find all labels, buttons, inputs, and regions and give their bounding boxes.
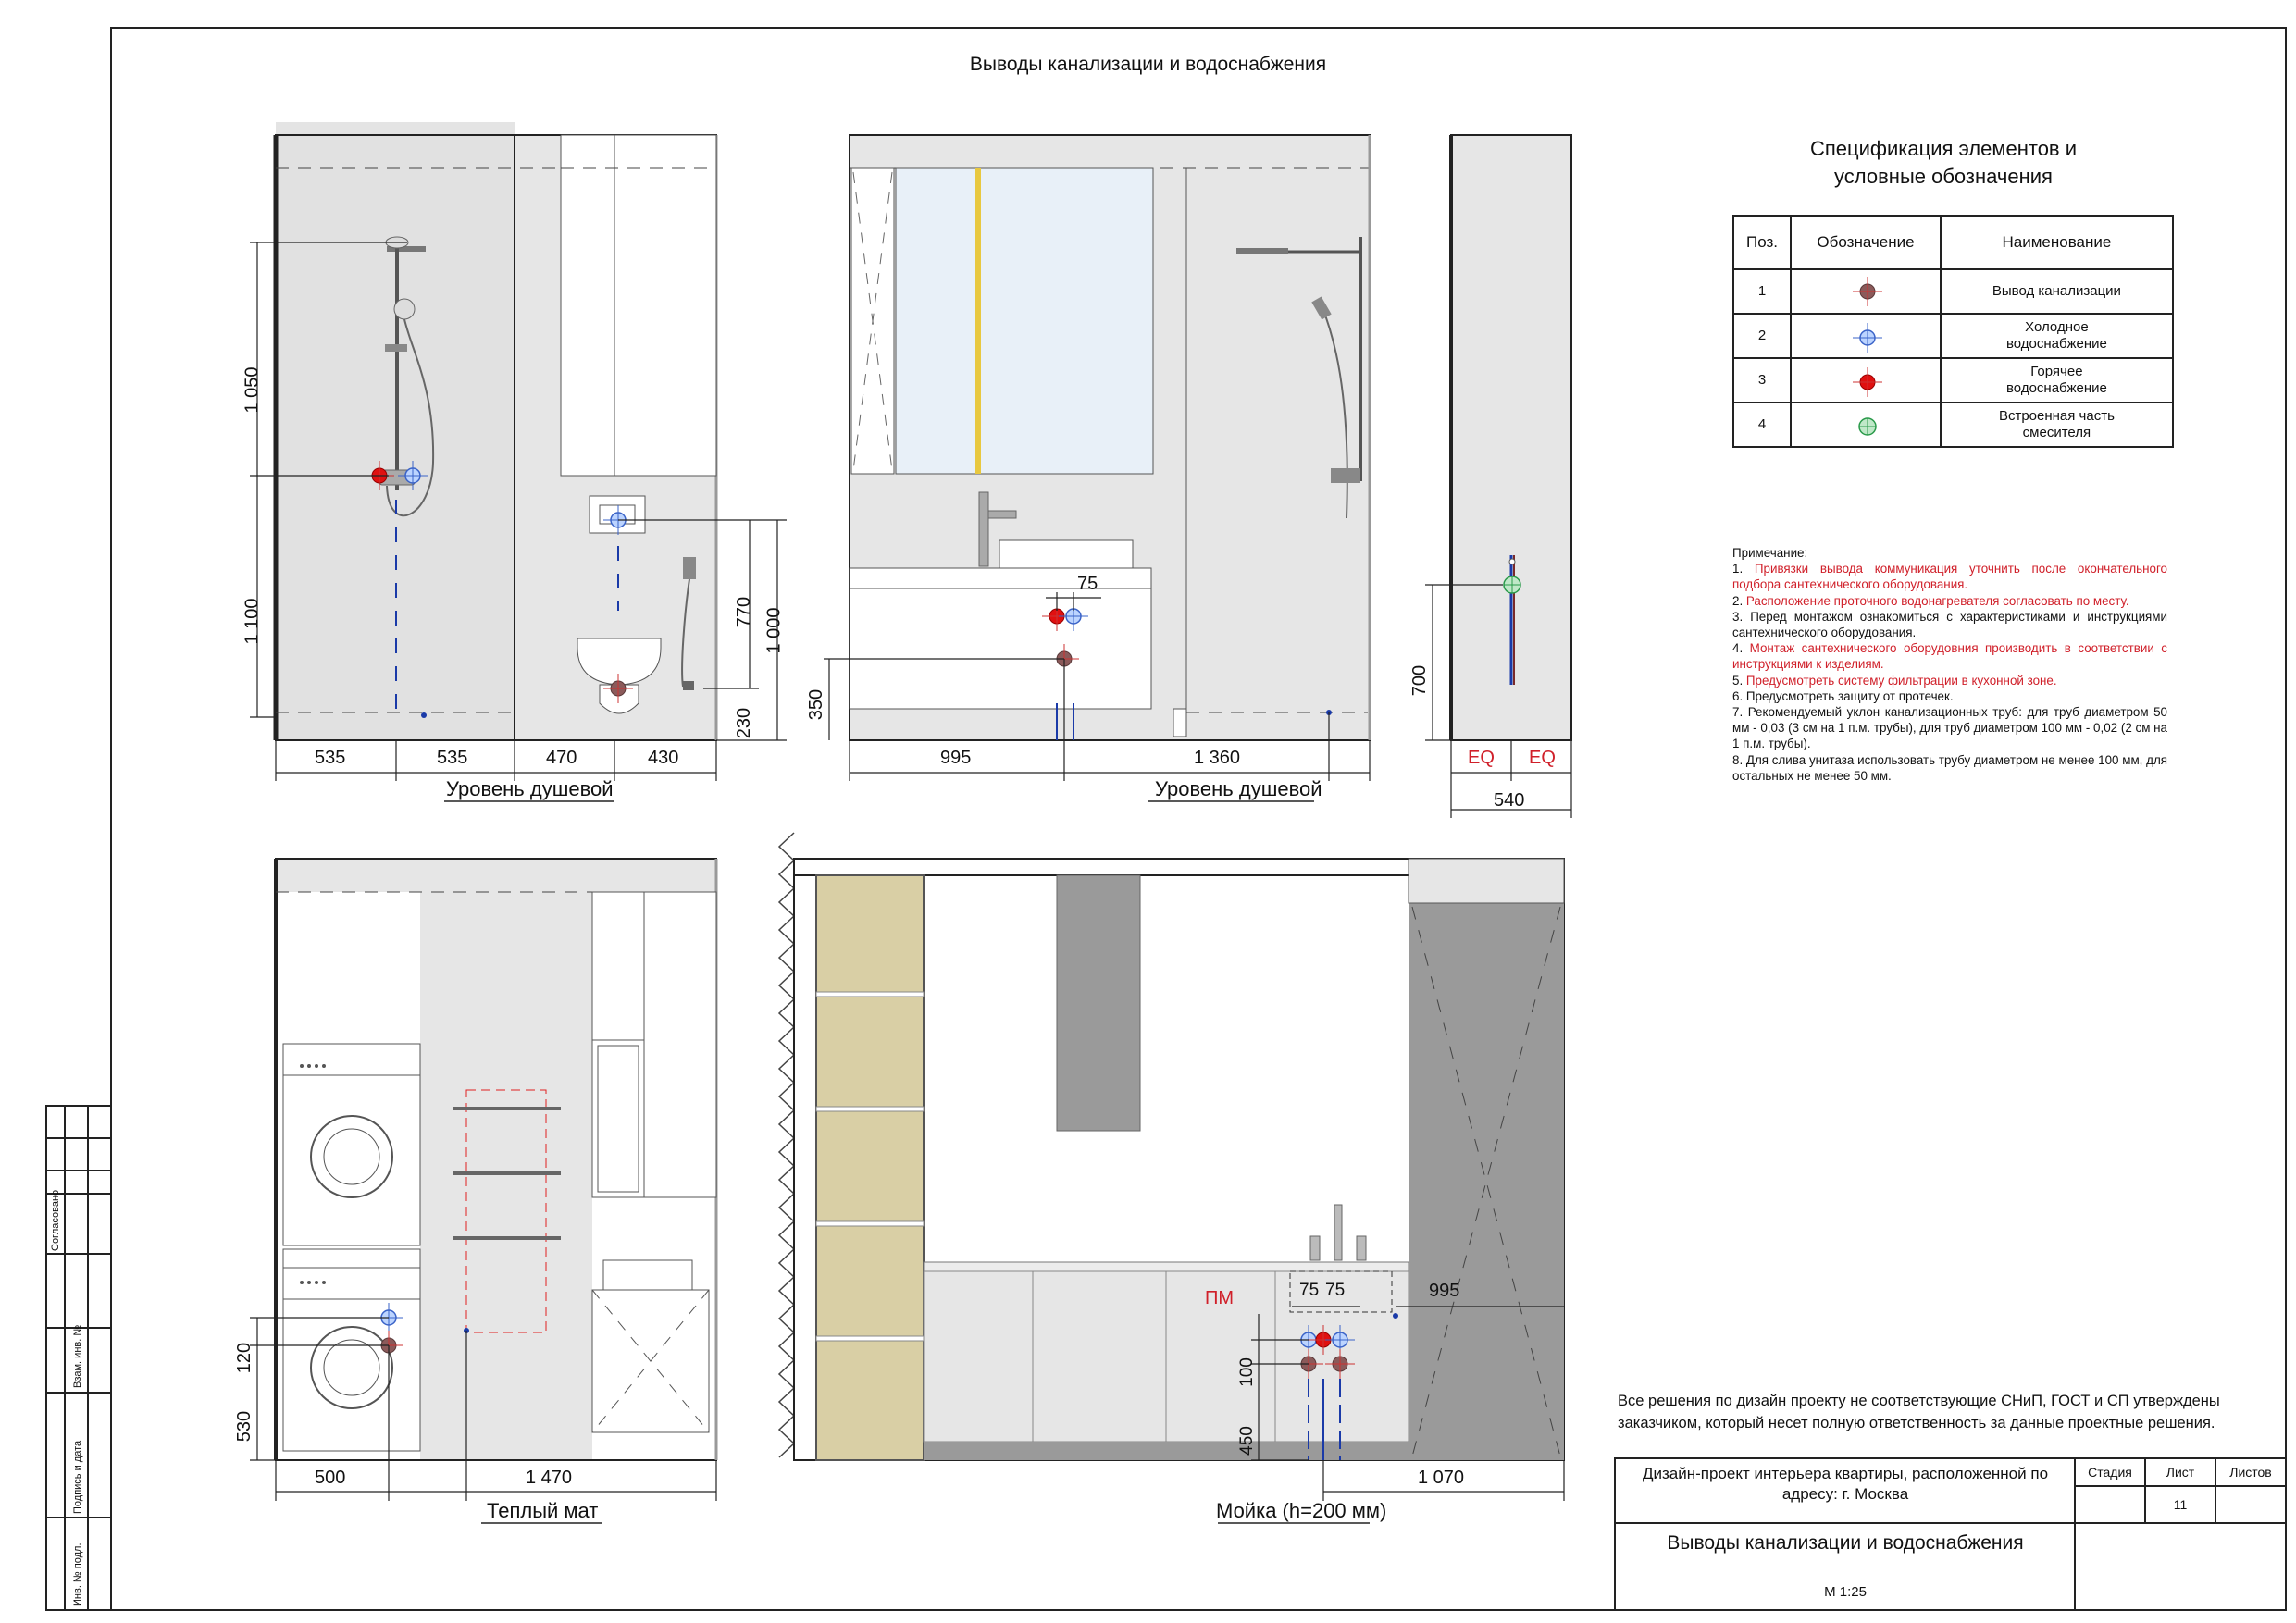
note-text: Предусмотреть защиту от протечек.	[1745, 688, 1954, 703]
note-text: Монтаж сантехнического оборудовния производить в соответствии с инструкциями к изделиям.	[1732, 641, 2167, 672]
note-item	[1732, 752, 2167, 784]
sheet-label: Лист	[2166, 1465, 2195, 1480]
elevation-bath-center	[824, 135, 1370, 801]
spec-title-line2: условные обозначения	[1834, 165, 2053, 188]
dim-label: 995	[1429, 1281, 1460, 1301]
dim-label: 535	[437, 748, 468, 768]
note-num: 3.	[1732, 609, 1751, 624]
dim-label: 500	[315, 1468, 346, 1488]
spec-table	[1732, 215, 2174, 448]
note-num: 2.	[1732, 593, 1746, 608]
dim-label: 470	[546, 748, 577, 768]
dim-label: 100	[1236, 1357, 1257, 1387]
side-label: Инв. № подл.	[72, 1542, 83, 1606]
note-num: 8.	[1732, 752, 1746, 767]
dim-label: 1 070	[1418, 1468, 1465, 1488]
note-num: 4.	[1732, 641, 1750, 656]
note-item	[1732, 673, 2167, 688]
elevation-bath-right	[1425, 135, 1571, 818]
dim-label: 230	[734, 707, 755, 739]
dim-label: 700	[1409, 664, 1431, 697]
sheet-title: Выводы канализации и водоснабжения	[969, 54, 1327, 75]
note-num: 6.	[1732, 688, 1746, 703]
spec-pos: 4	[1733, 403, 1791, 447]
dim-label: 450	[1236, 1426, 1257, 1456]
dim-label: 770	[734, 596, 755, 628]
note-item	[1732, 593, 2167, 609]
sewer-outlet-icon	[1791, 269, 1941, 314]
disclaimer: Все решения по дизайн проекту не соответствующие СНиП, ГОСТ и СП утверждены заказчиком, который несет полную ответственность за данные проектные решения.	[1618, 1393, 2220, 1431]
note-item	[1732, 561, 2167, 592]
elevation-bath-left	[250, 122, 787, 801]
note-num: 1.	[1732, 562, 1755, 576]
dim-label: 1 100	[242, 598, 263, 645]
elevation-kitchen	[779, 833, 1564, 1523]
mixer-embedded-icon	[1791, 403, 1941, 447]
note-item	[1732, 704, 2167, 752]
cold-water-icon	[1791, 314, 1941, 358]
note-text: Перед монтажом ознакомиться с характеристиками и инструкциями сантехнического оборудования.	[1732, 609, 2167, 640]
spec-row	[1733, 269, 2173, 314]
dim-label: 75	[1325, 1281, 1346, 1300]
note-text: Предусмотреть систему фильтрации в кухонной зоне.	[1745, 673, 2057, 688]
notes-title: Примечание:	[1732, 546, 1808, 560]
spec-name: Встроенная часть смесителя	[1941, 403, 2173, 447]
note-text: Для слива унитаза использовать трубу диаметром не менее 100 мм, для остальных не менее 50 мм.	[1732, 752, 2168, 783]
dim-label: 995	[940, 748, 972, 768]
spec-header-pos: Поз.	[1733, 216, 1791, 269]
note-item	[1732, 688, 2167, 704]
spec-row	[1733, 314, 2173, 358]
note-num: 5.	[1732, 673, 1746, 688]
dim-label: 350	[806, 688, 827, 721]
dim-label: 535	[315, 748, 346, 768]
project-name: Дизайн-проект интерьера квартиры, расположенной по адресу: г. Москва	[1642, 1465, 2049, 1503]
spec-row	[1733, 403, 2173, 447]
dim-label: EQ	[1529, 748, 1556, 768]
spec-pos: 3	[1733, 358, 1791, 403]
side-label: Взам. инв. №	[72, 1324, 83, 1388]
spec-name: Холодное водоснабжение	[1941, 314, 2173, 358]
spec-header-symbol: Обозначение	[1791, 216, 1941, 269]
dim-label: 1 000	[763, 607, 785, 654]
elevation-label: Уровень душевой	[1155, 777, 1322, 800]
side-label: Согласовано	[50, 1189, 61, 1251]
elevation-laundry	[250, 859, 716, 1523]
stage-label: Стадия	[2088, 1465, 2132, 1480]
tag-label: ПМ	[1205, 1288, 1235, 1308]
dim-label: 75	[1299, 1281, 1320, 1300]
dim-label: 540	[1494, 790, 1525, 811]
note-text: Рекомендуемый уклон канализационных труб: для труб диаметром 50 мм - 0,03 (3 см на 1 п.м. трубы), для труб диаметром 100 мм - 0,02 (2 см на 1 п.м. трубы).	[1732, 705, 2168, 751]
dim-label: 120	[234, 1342, 255, 1374]
note-num: 7.	[1732, 705, 1748, 720]
dim-label: 430	[648, 748, 679, 768]
note-text: Расположение проточного водонагревателя согласовать по месту.	[1745, 593, 2129, 608]
dim-label: EQ	[1468, 748, 1495, 768]
spec-pos: 1	[1733, 269, 1791, 314]
elevation-label: Теплый мат	[487, 1499, 599, 1522]
sheet-number: 11	[2173, 1497, 2188, 1512]
elevation-label: Уровень душевой	[446, 777, 614, 800]
hot-water-icon	[1791, 358, 1941, 403]
dim-label: 530	[234, 1410, 255, 1443]
spec-row	[1733, 358, 2173, 403]
notes-block	[1732, 545, 2167, 784]
spec-title	[1721, 135, 2166, 191]
note-item	[1732, 609, 2167, 640]
sheets-label: Листов	[2229, 1465, 2272, 1480]
dim-label: 1 050	[242, 366, 263, 414]
dim-label: 75	[1077, 574, 1098, 594]
spec-name: Вывод канализации	[1941, 269, 2173, 314]
spec-pos: 2	[1733, 314, 1791, 358]
elevation-label: Мойка (h=200 мм)	[1216, 1499, 1387, 1522]
dim-label: 1 470	[526, 1468, 573, 1488]
note-text: Привязки вывода коммуникация уточнить после окончательного подбора сантехнического оборудования.	[1732, 562, 2168, 592]
spec-header-name: Наименование	[1941, 216, 2173, 269]
spec-name: Горячее водоснабжение	[1941, 358, 2173, 403]
spec-header-row	[1733, 216, 2173, 269]
note-item	[1732, 640, 2167, 672]
scale: М 1:25	[1824, 1584, 1867, 1600]
spec-title-line1: Спецификация элементов и	[1809, 137, 2078, 160]
dim-label: 1 360	[1194, 748, 1241, 768]
sheet-name: Выводы канализации и водоснабжения	[1667, 1532, 2024, 1554]
side-label: Подпись и дата	[72, 1440, 83, 1514]
